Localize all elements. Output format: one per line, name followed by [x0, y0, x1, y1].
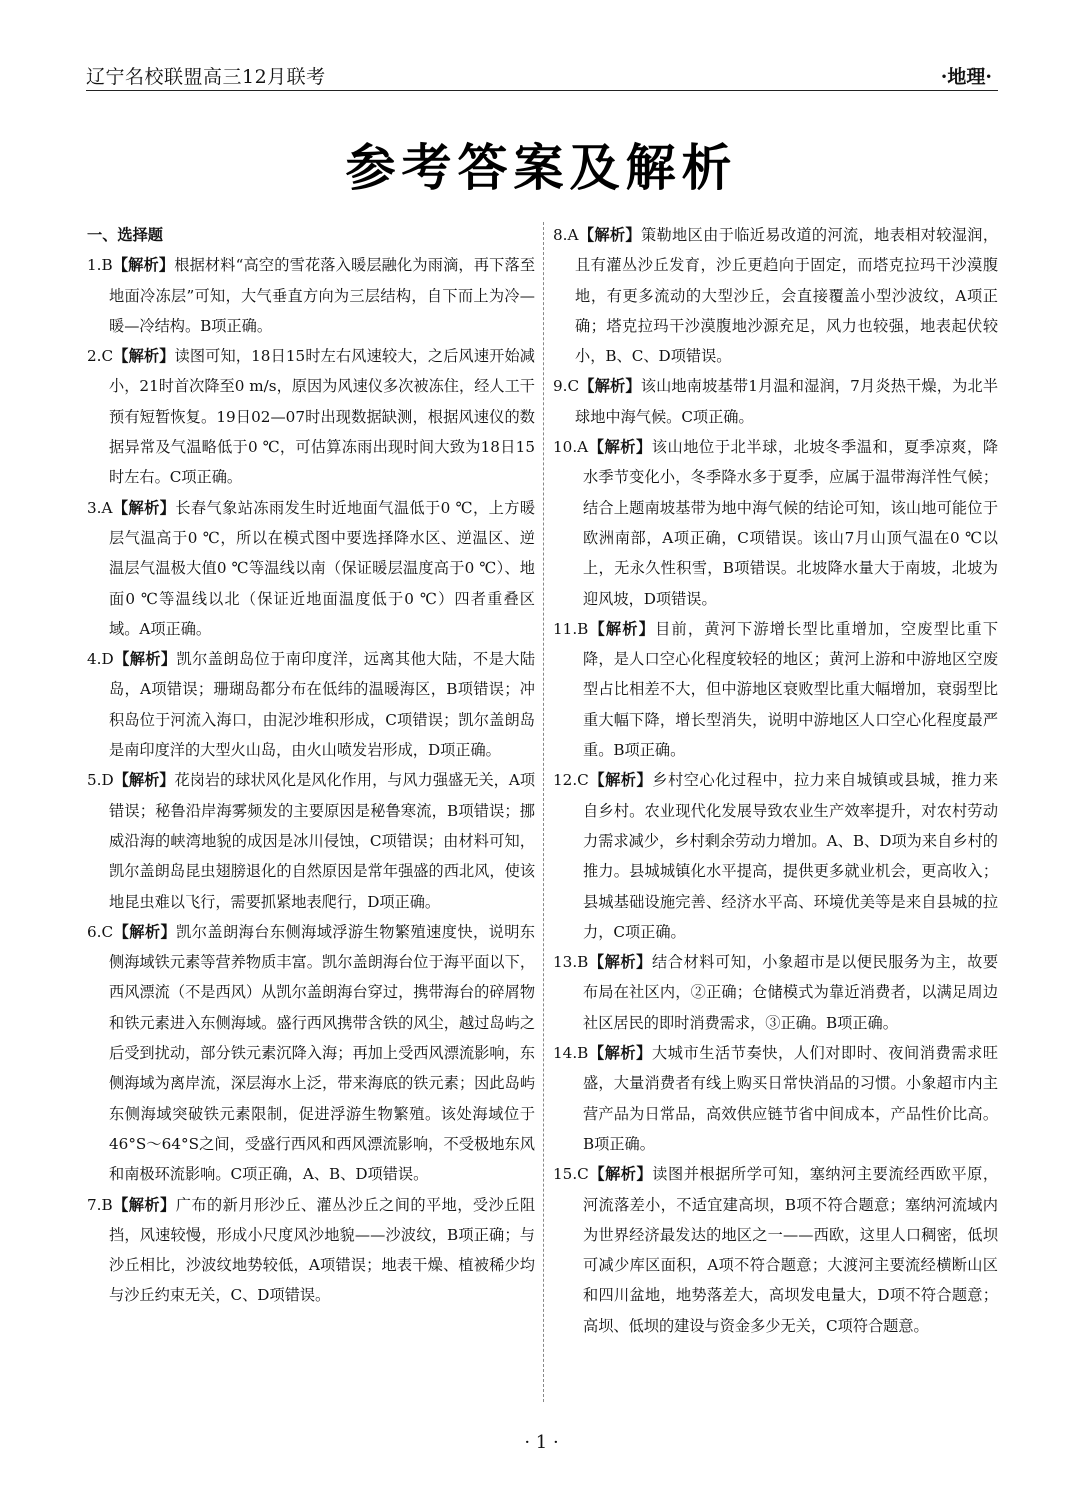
- answer-letter: C: [577, 1165, 589, 1184]
- analysis-text: 结合材料可知，小象超市是以便民服务为主，故要布局在社区内，②正确；仓储模式为靠近消费者，以满足周边社区居民的即时消费需求，③正确。B项正确。: [583, 953, 999, 1032]
- analysis-tag: 【解析】: [112, 498, 176, 517]
- question-number: 12.: [553, 771, 578, 790]
- analysis-text: 乡村空心化过程中，拉力来自城镇或县城，推力来自乡村。农业现代化发展导致农业生产效率提升，对农村劳动力需求减少，乡村剩余劳动力增加。A、B、D项为来自乡村的推力。县城城镇化水平提高，提供更多就业机会，更高收入；县城基础设施完善、经济水平高、环境优美等是来自县城的拉力，C项正确。: [583, 771, 999, 941]
- question-number: 2.: [87, 347, 102, 366]
- question-number: 8.: [553, 226, 568, 244]
- answer-letter: C: [577, 771, 589, 790]
- analysis-text: 广布的新月形沙丘、灌丛沙丘之间的平地，受沙丘阻挡，风速较慢，形成小尺度风沙地貌——沙波纹，B项正确；与沙丘相比，沙波纹地势较低，A项错误；地表干燥、植被稀少均与沙丘约束无关，C、D项错误。: [109, 1195, 536, 1305]
- question-number: 15.: [553, 1165, 578, 1184]
- analysis-tag: 【解析】: [588, 1044, 652, 1063]
- right-column: [553, 220, 998, 1341]
- answer-letter: B: [101, 256, 113, 275]
- answer-letter: B: [577, 953, 589, 972]
- analysis-tag: 【解析】: [113, 922, 177, 941]
- analysis-text: 凯尔盖朗海台东侧海域浮游生物繁殖速度快，说明东侧海域铁元素等营养物质丰富。凯尔盖朗海台位于海平面以下，西风漂流（不是西风）从凯尔盖朗海台穿过，携带海台的碎屑物和铁元素进入东侧海域。盛行西风携带含铁的风尘，越过岛屿之后受到扰动，部分铁元素沉降入海；再加上受西风漂流影响，东侧海域为离岸流，深层海水上泛，带来海底的铁元素；因此岛屿东侧海域突破铁元素限制，促进浮游生物繁殖。该处海域位于46°S～64°S之间，受盛行西风和西风漂流影响，不受极地东风和南极环流影响。C项正确，A、B、D项错误。: [109, 922, 535, 1184]
- analysis-tag: 【解析】: [112, 1195, 176, 1214]
- analysis-tag: 【解析】: [579, 377, 641, 396]
- page-header: [86, 60, 998, 91]
- analysis-text: 策勒地区由于临近易改道的河流，地表相对较湿润，且有灌丛沙丘发育，沙丘更趋向于固定，而塔克拉玛干沙漠腹地，有更多流动的大型沙丘，会直接覆盖小型沙波纹，A项正确；塔克拉玛干沙漠腹地沙源充足，风力也较强，地表起伏较小，B、C、D项错误。: [575, 226, 999, 366]
- analysis-text: 大城市生活节奏快，人们对即时、夜间消费需求旺盛，大量消费者有线上购买日常快消品的习惯。小象超市内主营产品为日常品，高效供应链节省中间成本，产品性价比高。B项正确。: [583, 1044, 999, 1153]
- answer-item: [553, 947, 998, 1038]
- question-number: 13.: [553, 953, 578, 972]
- answer-item: [553, 1038, 998, 1159]
- subject-label: ·地理·: [940, 66, 992, 88]
- analysis-tag: 【解析】: [113, 650, 177, 669]
- answer-letter: D: [101, 771, 114, 790]
- answer-letter: D: [101, 650, 114, 669]
- answer-item: [553, 1159, 998, 1341]
- answer-item: [87, 644, 535, 765]
- analysis-tag: 【解析】: [113, 771, 175, 790]
- answer-item: [553, 220, 998, 371]
- analysis-tag: 【解析】: [112, 256, 175, 275]
- answer-item: [553, 432, 998, 614]
- answer-letter: A: [577, 438, 589, 457]
- section-heading: 一、选择题: [87, 226, 163, 244]
- exam-title: 辽宁名校联盟高三12月联考: [86, 66, 326, 88]
- question-number: 6.: [87, 922, 102, 941]
- answer-item: [553, 765, 998, 947]
- analysis-text: 该山地南坡基带1月温和湿润，7月炎热干燥，为北半球地中海气候。C项正确。: [575, 377, 999, 426]
- analysis-text: 该山地位于北半球，北坡冬季温和，夏季凉爽，降水季节变化小，冬季降水多于夏季，应属于温带海洋性气候；结合上题南坡基带为地中海气候的结论可知，该山地可能位于欧洲南部，A项正确，C项错误。该山7月山顶气温在0 ℃以上，无永久性积雪，B项错误。北坡降水量大于南坡，北坡为迎风坡，D项错误。: [583, 438, 999, 608]
- answer-letter: B: [577, 619, 589, 638]
- analysis-tag: 【解析】: [588, 953, 652, 972]
- answer-item: [87, 765, 535, 916]
- analysis-text: 根据材料“高空的雪花落入暖层融化为雨滴，再下落至地面冷冻层”可知，大气垂直方向为三层结构，自下而上为冷—暖—冷结构。B项正确。: [109, 256, 536, 335]
- page-number: · 1 ·: [524, 1432, 559, 1453]
- question-number: 10.: [553, 438, 578, 457]
- answer-item: [87, 917, 535, 1190]
- question-number: 11.: [553, 619, 578, 638]
- answer-letter: A: [567, 226, 579, 244]
- answer-letter: C: [101, 922, 114, 941]
- answer-item: [87, 1190, 535, 1311]
- answer-letter: B: [577, 1044, 589, 1063]
- answer-item: [553, 371, 998, 432]
- question-number: 5.: [87, 771, 102, 790]
- question-number: 1.: [87, 256, 102, 275]
- analysis-text: 读图并根据所学可知，塞纳河主要流经西欧平原，河流落差小，不适宜建高坝，B项不符合题意；塞纳河流域内为世界经济最发达的地区之一——西欧，这里人口稠密，低坝可减少库区面积，A项不符合题意；大渡河主要流经横断山区和四川盆地，地势落差大，高坝发电量大，D项不符合题意；高坝、低坝的建设与资金多少无关，C项符合题意。: [583, 1165, 999, 1335]
- question-number: 7.: [87, 1195, 102, 1214]
- page-title: 参考答案及解析: [345, 139, 738, 197]
- answer-item: [87, 341, 535, 492]
- answer-item: [553, 614, 998, 765]
- answer-letter: C: [101, 347, 114, 366]
- answer-letter: C: [567, 377, 580, 396]
- question-number: 14.: [553, 1044, 578, 1063]
- analysis-text: 长春气象站冻雨发生时近地面气温低于0 ℃，上方暖层气温高于0 ℃，所以在模式图中要选择降水区、逆温区、逆温层气温极大值0 ℃等温线以南（保证暖层温度高于0 ℃）、地面0 ℃等温线以北（保证近地面温度低于0 ℃）四者重叠区域。A项正确。: [109, 498, 536, 638]
- question-number: 3.: [87, 498, 102, 517]
- analysis-tag: 【解析】: [588, 771, 653, 790]
- answer-letter: A: [101, 498, 113, 517]
- answer-item: [87, 250, 535, 341]
- analysis-text: 读图可知，18日15时左右风速较大，之后风速开始减小，21时首次降至0 m/s，原因为风速仪多次被冻住，经人工干预有短暂恢复。19日02—07时出现数据缺测，根据风速仪的数据异常及气温略低于0 ℃，可估算冻雨出现时间大致为18日15时左右。C项正确。: [109, 347, 535, 487]
- analysis-tag: 【解析】: [588, 619, 656, 638]
- analysis-text: 凯尔盖朗岛位于南印度洋，远离其他大陆，不是大陆岛，A项错误；珊瑚岛都分布在低纬的温暖海区，B项错误；冲积岛位于河流入海口，由泥沙堆积形成，C项错误；凯尔盖朗岛是南印度洋的大型火山岛，由火山喷发岩形成，D项正确。: [109, 650, 536, 760]
- question-number: 4.: [87, 650, 102, 669]
- analysis-text: 花岗岩的球状风化是风化作用，与风力强盛无关，A项错误；秘鲁沿岸海雾频发的主要原因是秘鲁寒流，B项错误；挪威沿海的峡湾地貌的成因是冰川侵蚀，C项错误；由材料可知，凯尔盖朗岛昆虫翅膀退化的自然原因是常年强盛的西北风，使该地昆虫难以飞行，需要抓紧地表爬行，D项正确。: [109, 771, 536, 911]
- answer-item: [87, 493, 535, 644]
- answer-letter: B: [101, 1195, 113, 1214]
- analysis-tag: 【解析】: [588, 1165, 653, 1184]
- analysis-tag: 【解析】: [588, 438, 652, 457]
- analysis-tag: 【解析】: [113, 347, 175, 366]
- question-number: 9.: [553, 377, 568, 396]
- analysis-tag: 【解析】: [578, 226, 641, 244]
- left-column: [87, 220, 535, 1311]
- column-divider: [543, 222, 544, 1402]
- analysis-text: 目前，黄河下游增长型比重增加，空废型比重下降，是人口空心化程度较轻的地区；黄河上游和中游地区空废型占比相差不大，但中游地区衰败型比重大幅增加，衰弱型比重大幅下降，增长型消失，说明中游地区人口空心化程度最严重。B项正确。: [583, 619, 999, 760]
